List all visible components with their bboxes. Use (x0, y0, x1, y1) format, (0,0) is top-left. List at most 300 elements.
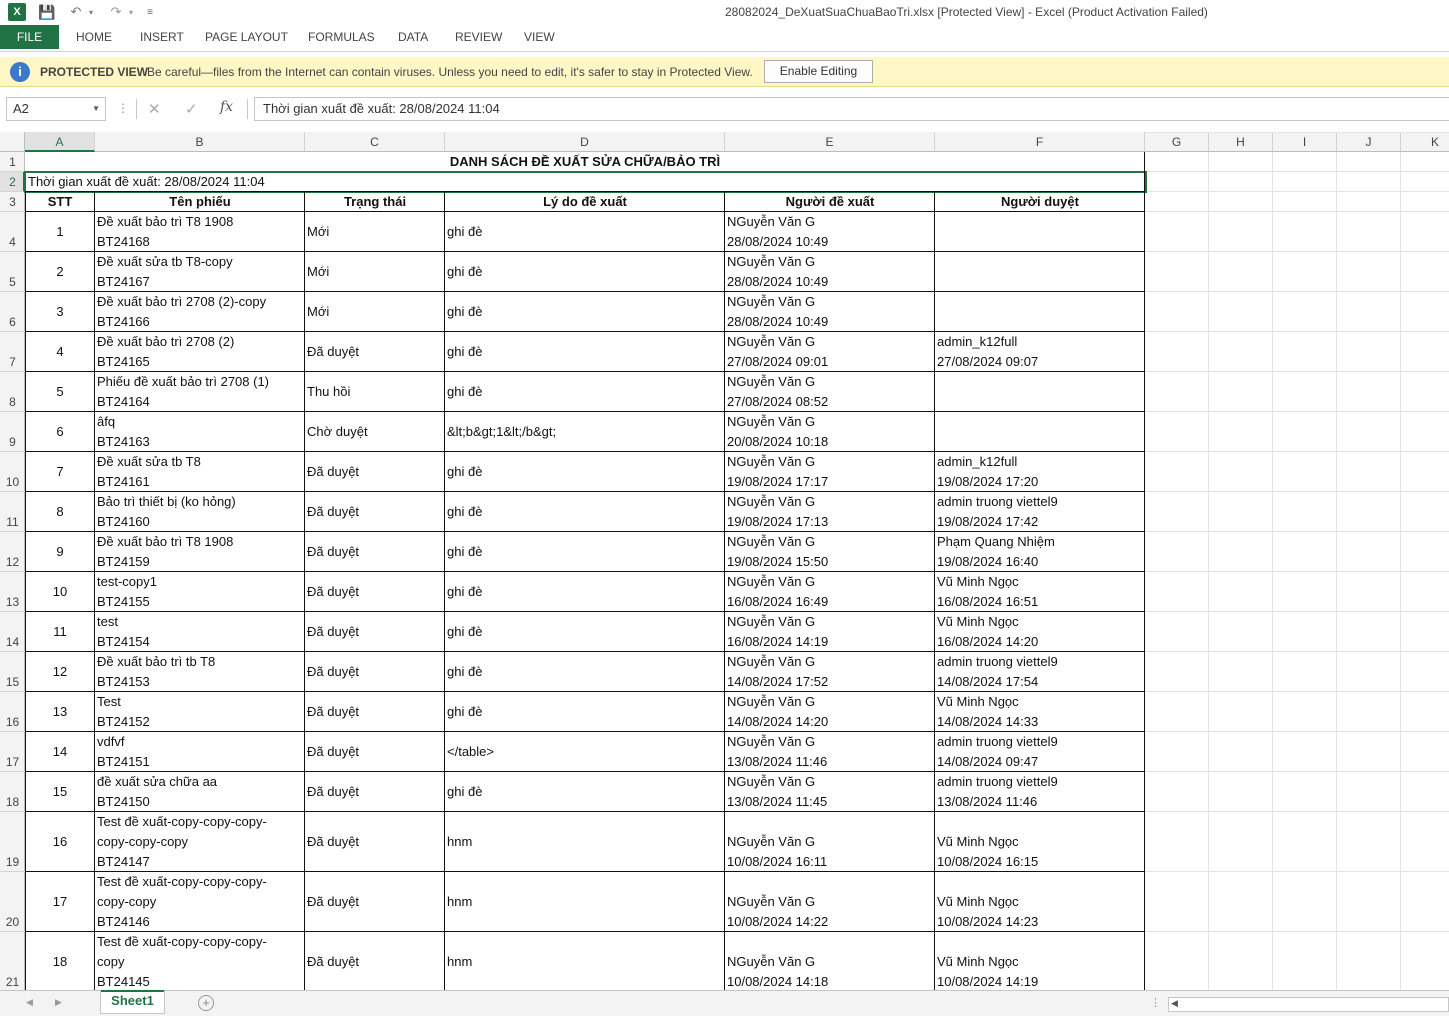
proposer-cell[interactable] (725, 732, 935, 772)
row-number: 17 (5, 755, 20, 769)
row-number: 4 (9, 235, 16, 249)
stt-cell[interactable]: 10 (52, 584, 68, 599)
proposer-cell[interactable] (725, 772, 935, 812)
approver-cell[interactable] (935, 492, 1145, 532)
name-cell[interactable] (95, 332, 305, 372)
approver-cell[interactable] (935, 412, 1145, 452)
gridline (1145, 771, 1449, 772)
stt-cell[interactable]: 7 (56, 464, 64, 479)
cell-line: 27/08/2024 08:52 (727, 394, 829, 409)
row-number: 19 (5, 855, 20, 869)
stt-cell[interactable]: 16 (52, 834, 68, 849)
approver-cell[interactable] (935, 692, 1145, 732)
scroll-left-icon[interactable]: ◀ (26, 997, 33, 1007)
table-border (1144, 191, 1145, 990)
gridline (1272, 152, 1273, 990)
status-cell[interactable]: Đã duyệt (307, 744, 360, 759)
undo-icon[interactable]: ↶ (70, 4, 82, 19)
name-cell[interactable] (95, 772, 305, 812)
proposer-cell[interactable] (725, 372, 935, 412)
row-header-6[interactable] (0, 292, 25, 332)
status-cell[interactable]: Đã duyệt (307, 664, 360, 679)
cell-line: admin_k12full (937, 334, 1018, 349)
cell-line: NGuyễn Văn G (727, 574, 816, 589)
status-cell[interactable]: Mới (307, 224, 330, 239)
cell-line: 14/08/2024 09:47 (937, 754, 1039, 769)
cell-line: BT24165 (97, 354, 150, 369)
row-number: 15 (5, 675, 20, 689)
table-border (25, 211, 1145, 212)
name-cell[interactable] (95, 732, 305, 772)
save-icon[interactable]: 💾 (38, 3, 56, 20)
spacer (937, 932, 1145, 952)
gridline (1145, 731, 1449, 732)
cell-line: đề xuất sửa chữa aa (97, 774, 218, 789)
horizontal-scrollbar[interactable] (1168, 997, 1449, 1012)
ribbon-tabs (0, 24, 1449, 52)
table-border (25, 871, 1145, 872)
cell-line: 10/08/2024 14:19 (937, 974, 1039, 989)
row-number: 16 (5, 715, 20, 729)
table-border (25, 571, 1145, 572)
gridline (1145, 251, 1449, 252)
stt-cell[interactable]: 15 (52, 784, 68, 799)
cell-line: 28/08/2024 10:49 (727, 234, 829, 249)
cell-line: NGuyễn Văn G (727, 774, 816, 789)
formula-bar (0, 95, 1449, 123)
cell-line: Bảo trì thiết bị (ko hỏng) (97, 494, 236, 509)
protected-view-message: Be careful—files from the Internet can contain viruses. Unless you need to edit, it's safer to stay in Protected View. (147, 65, 753, 79)
reason-cell[interactable]: ghi đè (447, 264, 483, 279)
export-time-cell[interactable]: Thời gian xuất đề xuất: 28/08/2024 11:04 (28, 174, 265, 189)
gridline (1145, 651, 1449, 652)
cell-line: Vũ Minh Ngọc (937, 614, 1019, 629)
approver-cell[interactable] (935, 252, 1145, 292)
row-number: 2 (9, 175, 16, 189)
cell-line: BT24167 (97, 274, 150, 289)
cell-line: BT24155 (97, 594, 150, 609)
table-border (25, 491, 1145, 492)
reason-cell[interactable]: ghi đè (447, 344, 483, 359)
proposer-cell[interactable] (725, 572, 935, 612)
cell-line: BT24150 (97, 794, 150, 809)
column-header-c[interactable]: C (305, 132, 445, 152)
cell-line: BT24147 (97, 854, 150, 869)
stt-cell[interactable]: 2 (56, 264, 64, 279)
reason-cell[interactable]: ghi đè (447, 384, 483, 399)
table-header-0[interactable]: STT (47, 194, 73, 209)
cell-line: Đề xuất bảo trì 2708 (2) (97, 334, 235, 349)
status-cell[interactable]: Chờ duyệt (307, 424, 368, 439)
column-header-g[interactable]: G (1145, 132, 1209, 152)
cell-line: Đề xuất bảo trì T8 1908 (97, 214, 234, 229)
cell-line: Test đề xuất-copy-copy-copy- (97, 874, 267, 889)
cell-line: Vũ Minh Ngọc (937, 894, 1019, 909)
row-header-11[interactable] (0, 492, 25, 532)
table-border (25, 291, 1145, 292)
reason-cell[interactable]: ghi đè (447, 544, 483, 559)
reason-cell[interactable]: ghi đè (447, 224, 483, 239)
row-header-18[interactable] (0, 772, 25, 812)
name-cell[interactable] (95, 652, 305, 692)
cell-line: 16/08/2024 14:19 (727, 634, 829, 649)
cell-line: 19/08/2024 17:20 (937, 474, 1039, 489)
status-cell[interactable]: Đã duyệt (307, 464, 360, 479)
gridline (1145, 491, 1449, 492)
status-cell[interactable]: Đã duyệt (307, 894, 360, 909)
approver-cell[interactable] (935, 612, 1145, 652)
row-header-2[interactable] (0, 172, 25, 192)
cell-line: 19/08/2024 17:42 (937, 514, 1039, 529)
spacer (727, 932, 935, 952)
insert-function-icon[interactable]: fx (220, 99, 234, 115)
column-header-e[interactable]: E (725, 132, 935, 152)
spreadsheet-grid[interactable] (0, 132, 1449, 990)
row-header-4[interactable] (0, 212, 25, 252)
approver-cell[interactable] (935, 372, 1145, 412)
proposer-cell[interactable] (725, 492, 935, 532)
cell-line: Phiếu đề xuất bảo trì 2708 (1) (97, 374, 270, 389)
cell-line: admin truong viettel9 (937, 494, 1058, 509)
undo-dropdown-icon[interactable]: ▾ (88, 7, 93, 17)
cell-line: vdfvf (97, 734, 125, 749)
cell-line: Đề xuất bảo trì T8 1908 (97, 534, 234, 549)
tab-formulas[interactable]: FORMULAS (308, 30, 375, 44)
proposer-cell[interactable] (725, 872, 935, 932)
name-cell[interactable] (95, 292, 305, 332)
approver-cell[interactable] (935, 212, 1145, 252)
name-box[interactable] (6, 97, 106, 121)
gridline (1145, 411, 1449, 412)
cancel-icon[interactable]: ✕ (148, 101, 161, 118)
scrollbar-left-icon[interactable]: ◀ (1171, 998, 1178, 1008)
status-cell[interactable]: Đã duyệt (307, 344, 360, 359)
gridline (1145, 611, 1449, 612)
cell-line: NGuyễn Văn G (727, 334, 816, 349)
cell-line: Vũ Minh Ngọc (937, 694, 1019, 709)
column-header-b[interactable]: B (95, 132, 305, 152)
row-header-19[interactable] (0, 812, 25, 872)
approver-cell[interactable] (935, 332, 1145, 372)
cell-line: 16/08/2024 14:20 (937, 634, 1039, 649)
spacer (937, 872, 1145, 892)
proposer-cell[interactable] (725, 612, 935, 652)
name-cell[interactable] (95, 812, 305, 872)
proposer-cell[interactable] (725, 332, 935, 372)
row-header-9[interactable] (0, 412, 25, 452)
stt-cell[interactable]: 9 (56, 544, 64, 559)
cell-line: admin truong viettel9 (937, 734, 1058, 749)
row-number: 9 (9, 435, 16, 449)
gridline (1208, 152, 1209, 990)
cell-line: Đề xuất bảo trì 2708 (2)-copy (97, 294, 267, 309)
cell-line: 14/08/2024 14:33 (937, 714, 1039, 729)
table-border (25, 251, 1145, 252)
status-cell[interactable]: Mới (307, 264, 330, 279)
proposer-cell[interactable] (725, 252, 935, 292)
cell-line: Vũ Minh Ngọc (937, 954, 1019, 969)
gridline (1145, 811, 1449, 812)
cell-line: admin truong viettel9 (937, 774, 1058, 789)
stt-cell[interactable]: 12 (52, 664, 68, 679)
reason-cell[interactable]: hnm (447, 894, 473, 909)
reason-cell[interactable]: ghi đè (447, 584, 483, 599)
approver-cell[interactable] (935, 532, 1145, 572)
cell-line: Đề xuất bảo trì tb T8 (97, 654, 216, 669)
table-border (25, 771, 1145, 772)
proposer-cell[interactable] (725, 212, 935, 252)
reason-cell[interactable]: </table> (447, 744, 494, 759)
cell-line: NGuyễn Văn G (727, 414, 816, 429)
table-border (25, 691, 1145, 692)
proposer-cell[interactable] (725, 652, 935, 692)
approver-cell[interactable] (935, 932, 1145, 990)
stt-cell[interactable]: 5 (56, 384, 64, 399)
cell-line: NGuyễn Văn G (727, 694, 816, 709)
reason-cell[interactable]: hnm (447, 954, 473, 969)
approver-cell[interactable] (935, 572, 1145, 612)
approver-cell[interactable] (935, 872, 1145, 932)
gridline (1145, 132, 1449, 133)
approver-cell[interactable] (935, 732, 1145, 772)
row-number: 1 (9, 155, 16, 169)
enable-editing-button[interactable]: Enable Editing (764, 60, 873, 83)
formula-bar-grip-icon[interactable]: ⋮ (117, 101, 129, 115)
row-header-15[interactable] (0, 652, 25, 692)
cell-line: BT24159 (97, 554, 150, 569)
stt-cell[interactable]: 6 (56, 424, 64, 439)
redo-icon[interactable]: ↷ (110, 4, 122, 19)
reason-cell[interactable]: ghi đè (447, 624, 483, 639)
spacer (727, 872, 935, 892)
reason-cell[interactable]: ghi đè (447, 784, 483, 799)
row-number: 10 (5, 475, 20, 489)
proposer-cell[interactable] (725, 812, 935, 872)
name-cell[interactable] (95, 372, 305, 412)
status-cell[interactable]: Mới (307, 304, 330, 319)
formula-input[interactable]: Thời gian xuất đề xuất: 28/08/2024 11:04 (254, 97, 1449, 121)
scroll-right-icon[interactable]: ▶ (55, 997, 62, 1007)
cell-line: BT24145 (97, 974, 150, 989)
status-cell[interactable]: Đã duyệt (307, 624, 360, 639)
status-cell[interactable]: Đã duyệt (307, 504, 360, 519)
row-header-5[interactable] (0, 252, 25, 292)
cell-line: Vũ Minh Ngọc (937, 834, 1019, 849)
approver-cell[interactable] (935, 652, 1145, 692)
cell-line: NGuyễn Văn G (727, 454, 816, 469)
status-cell[interactable]: Thu hồi (307, 384, 351, 399)
customize-toolbar-icon[interactable]: ≡ (147, 6, 153, 18)
row-header-16[interactable] (0, 692, 25, 732)
gridline (1145, 211, 1449, 212)
row-number: 12 (5, 555, 20, 569)
proposer-cell[interactable] (725, 292, 935, 332)
row-header-1[interactable] (0, 152, 25, 172)
reason-cell[interactable]: ghi đè (447, 664, 483, 679)
cell-line: Vũ Minh Ngọc (937, 574, 1019, 589)
status-cell[interactable]: Đã duyệt (307, 544, 360, 559)
column-header-d[interactable]: D (445, 132, 725, 152)
stt-cell[interactable]: 3 (56, 304, 64, 319)
table-header-2[interactable]: Trạng thái (343, 194, 407, 209)
status-cell[interactable]: Đã duyệt (307, 784, 360, 799)
tab-data[interactable]: DATA (398, 30, 429, 44)
gridline (1400, 152, 1401, 990)
table-border (1144, 152, 1145, 192)
reason-cell[interactable]: ghi đè (447, 464, 483, 479)
name-cell[interactable] (95, 872, 305, 932)
proposer-cell[interactable] (725, 932, 935, 990)
cell-line: NGuyễn Văn G (727, 214, 816, 229)
cell-line: 27/08/2024 09:07 (937, 354, 1039, 369)
approver-cell[interactable] (935, 452, 1145, 492)
column-header-h[interactable]: H (1209, 132, 1273, 152)
name-cell[interactable] (95, 532, 305, 572)
cell-line: NGuyễn Văn G (727, 614, 816, 629)
stt-cell[interactable]: 18 (52, 954, 68, 969)
reason-cell[interactable]: &lt;b&gt;1&lt;/b&gt; (447, 424, 557, 439)
title-bar (0, 0, 1449, 24)
table-header-4[interactable]: Người đề xuất (785, 194, 875, 209)
column-header-j[interactable]: J (1337, 132, 1401, 152)
reason-cell[interactable]: hnm (447, 834, 473, 849)
table-border (724, 191, 725, 990)
spacer (727, 812, 935, 832)
table-border (94, 191, 95, 990)
gridline (1145, 451, 1449, 452)
table-border (934, 191, 935, 990)
name-cell[interactable] (95, 212, 305, 252)
cell-line: Test đề xuất-copy-copy-copy- (97, 934, 267, 949)
cell-line: 19/08/2024 17:17 (727, 474, 829, 489)
status-cell[interactable]: Đã duyệt (307, 954, 360, 969)
gridline (1145, 291, 1449, 292)
proposer-cell[interactable] (725, 452, 935, 492)
stt-cell[interactable]: 13 (52, 704, 68, 719)
stt-cell[interactable]: 17 (52, 894, 68, 909)
cell-line: NGuyễn Văn G (727, 734, 816, 749)
cell-line: NGuyễn Văn G (727, 654, 816, 669)
proposer-cell[interactable] (725, 532, 935, 572)
gridline (1336, 152, 1337, 990)
row-header-13[interactable] (0, 572, 25, 612)
row-header-14[interactable] (0, 612, 25, 652)
row-number: 6 (9, 315, 16, 329)
row-header-3[interactable] (0, 192, 25, 212)
name-cell[interactable] (95, 452, 305, 492)
cell-line: 16/08/2024 16:51 (937, 594, 1039, 609)
tab-file[interactable]: FILE (0, 25, 59, 49)
chevron-down-icon[interactable]: ▼ (92, 104, 100, 113)
cell-line: BT24164 (97, 394, 150, 409)
sheet-tab-sheet1[interactable]: Sheet1 (100, 990, 165, 1014)
table-border (25, 451, 1145, 452)
approver-cell[interactable] (935, 812, 1145, 872)
table-header-3[interactable]: Lý do đề xuất (543, 194, 627, 209)
column-header-a[interactable]: A (25, 132, 95, 152)
sheet-title[interactable]: DANH SÁCH ĐỀ XUẤT SỬA CHỮA/BẢO TRÌ (449, 154, 721, 169)
row-header-7[interactable] (0, 332, 25, 372)
cell-line: Test đề xuất-copy-copy-copy- (97, 814, 267, 829)
column-header-k[interactable]: K (1401, 132, 1449, 152)
add-sheet-icon[interactable]: + (198, 995, 214, 1011)
enter-check-icon[interactable]: ✓ (185, 101, 198, 118)
stt-cell[interactable]: 4 (56, 344, 64, 359)
reason-cell[interactable]: ghi đè (447, 504, 483, 519)
approver-cell[interactable] (935, 292, 1145, 332)
column-header-f[interactable]: F (935, 132, 1145, 152)
cell-line: 10/08/2024 16:11 (727, 854, 828, 869)
name-cell[interactable] (95, 612, 305, 652)
proposer-cell[interactable] (725, 412, 935, 452)
cell-line: BT24153 (97, 674, 150, 689)
status-cell[interactable]: Đã duyệt (307, 704, 360, 719)
approver-cell[interactable] (935, 772, 1145, 812)
stt-cell[interactable]: 14 (52, 744, 68, 759)
cell-line: BT24152 (97, 714, 150, 729)
cell-line: 27/08/2024 09:01 (727, 354, 829, 369)
protected-view-bar (0, 57, 1449, 87)
table-header-5[interactable]: Người duyệt (1001, 194, 1079, 209)
gridline (1145, 171, 1449, 172)
reason-cell[interactable]: ghi đè (447, 304, 483, 319)
cell-line: Phạm Quang Nhiệm (937, 534, 1055, 549)
cell-line: âfq (97, 414, 116, 429)
stt-cell[interactable]: 8 (56, 504, 64, 519)
redo-dropdown-icon[interactable]: ▾ (128, 7, 133, 17)
proposer-cell[interactable] (725, 692, 935, 732)
table-border (25, 371, 1145, 372)
table-border (25, 191, 1145, 192)
name-cell[interactable] (95, 572, 305, 612)
table-header-1[interactable]: Tên phiếu (169, 194, 231, 209)
tab-insert[interactable]: INSERT (140, 30, 184, 44)
tab-page-layout[interactable]: PAGE LAYOUT (205, 30, 288, 44)
stt-cell[interactable]: 11 (53, 624, 67, 639)
cell-line: 14/08/2024 17:54 (937, 674, 1039, 689)
stt-cell[interactable]: 1 (56, 224, 64, 239)
table-border (25, 651, 1145, 652)
row-header-20[interactable] (0, 872, 25, 932)
cell-line: 10/08/2024 14:18 (727, 974, 829, 989)
row-header-17[interactable] (0, 732, 25, 772)
row-header-21[interactable] (0, 932, 25, 990)
column-header-i[interactable]: I (1273, 132, 1337, 152)
status-cell[interactable]: Đã duyệt (307, 834, 360, 849)
select-all-corner[interactable] (0, 132, 25, 152)
gridline (1145, 191, 1449, 192)
row-header-12[interactable] (0, 532, 25, 572)
row-header-10[interactable] (0, 452, 25, 492)
name-cell[interactable] (95, 932, 305, 990)
table-border (25, 411, 1145, 412)
cell-line: BT24163 (97, 434, 150, 449)
status-cell[interactable]: Đã duyệt (307, 584, 360, 599)
name-cell[interactable] (95, 252, 305, 292)
tab-view[interactable]: VIEW (524, 30, 555, 44)
name-cell[interactable] (95, 692, 305, 732)
cell-line: 14/08/2024 14:20 (727, 714, 829, 729)
tab-review[interactable]: REVIEW (455, 30, 503, 44)
tab-home[interactable]: HOME (76, 30, 112, 44)
name-cell[interactable] (95, 412, 305, 452)
scrollbar-grip-icon[interactable]: ⋮ (1150, 997, 1161, 1009)
cell-line: 19/08/2024 16:40 (937, 554, 1039, 569)
row-header-8[interactable] (0, 372, 25, 412)
reason-cell[interactable]: ghi đè (447, 704, 483, 719)
name-cell[interactable] (95, 492, 305, 532)
gridline (1145, 531, 1449, 532)
